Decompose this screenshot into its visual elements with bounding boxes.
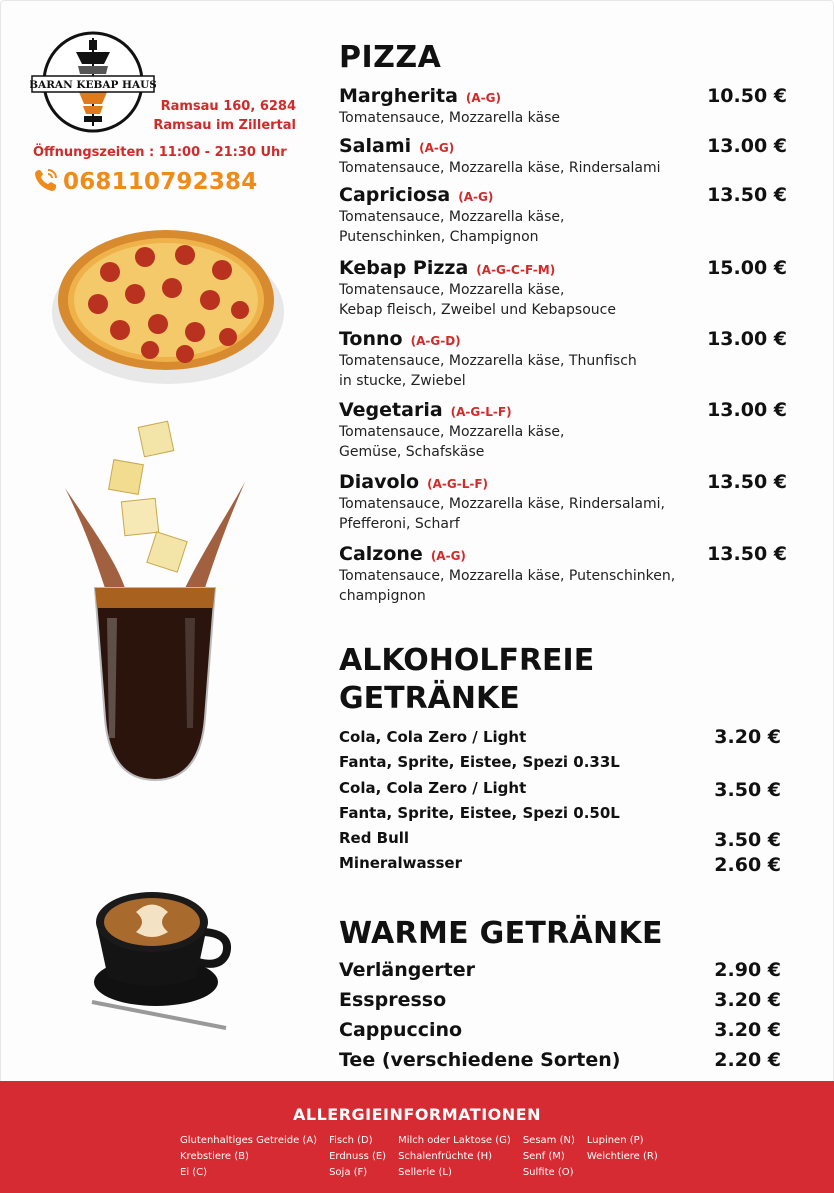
- allergy-title: ALLERGIEINFORMATIONEN: [293, 1105, 541, 1124]
- item-allergens: (A-G): [465, 91, 501, 105]
- drink-price: 3.20 €: [714, 726, 781, 748]
- item-name: Calzone: [339, 543, 423, 565]
- coffee-cup-image: [86, 882, 236, 1032]
- item-price: 15.00 €: [707, 257, 787, 279]
- item-description: Tomatensauce, Mozzarella käse,: [339, 282, 565, 298]
- allergen-grid: [180, 1133, 658, 1181]
- allergen-entry: Glutenhaltiges Getreide (A): [180, 1135, 318, 1146]
- item-description: Tomatensauce, Mozzarella käse: [339, 110, 561, 126]
- menu-item: [339, 134, 787, 178]
- soft-drinks-title-line2: GETRÄNKE: [339, 681, 520, 716]
- drink-line2: Fanta, Sprite, Eistee, Spezi 0.50L: [339, 804, 620, 822]
- allergen-entry: Senf (M): [522, 1151, 565, 1162]
- allergen-column: [329, 1133, 386, 1181]
- soft-drinks-title-line1: ALKOHOLFREIE: [339, 643, 595, 678]
- hot-drink-price: 3.20 €: [714, 1019, 781, 1041]
- drink-item: [339, 851, 781, 876]
- allergen-entry: Sesam (N): [522, 1135, 575, 1146]
- menu-item: [339, 256, 787, 320]
- hot-drink-name: Esspresso: [339, 989, 447, 1011]
- menu-item: [339, 183, 787, 247]
- hot-drink-name: Cappuccino: [339, 1019, 463, 1041]
- item-description: Tomatensauce, Mozzarella käse, Rindersalami: [339, 160, 661, 176]
- item-description: Tomatensauce, Mozzarella käse,: [339, 209, 565, 225]
- allergen-entry: Sulfite (O): [522, 1167, 574, 1178]
- hot-drink-price: 2.90 €: [714, 959, 781, 981]
- item-name: Tonno: [339, 328, 403, 350]
- allergen-entry: Milch oder Laktose (G): [398, 1135, 511, 1146]
- item-allergens: (A-G-L-F): [427, 477, 489, 491]
- soft-drinks-section-title: [339, 642, 594, 718]
- allergen-entry: Ei (C): [180, 1167, 208, 1178]
- hot-drink-item: [339, 986, 781, 1014]
- pizza-image: [50, 222, 286, 388]
- item-description-line2: in stucke, Zwiebel: [339, 373, 466, 389]
- item-name: Margherita: [339, 85, 458, 107]
- hot-drink-item: [339, 1016, 781, 1044]
- allergen-entry: Erdnuss (E): [329, 1151, 387, 1162]
- hot-drink-price: 2.20 €: [714, 1049, 781, 1071]
- pizza-section-title: PIZZA: [339, 40, 442, 75]
- drink-price: 3.50 €: [714, 829, 781, 851]
- allergen-entry: Soja (F): [329, 1167, 368, 1178]
- allergen-entry: Fisch (D): [329, 1135, 373, 1146]
- item-allergens: (A-G-C-F-M): [476, 263, 556, 277]
- address: [146, 97, 296, 135]
- phone-number: 068110792384: [63, 169, 258, 195]
- hot-drink-item: [339, 956, 781, 984]
- cola-glass-image: [45, 418, 275, 790]
- allergen-column: [180, 1133, 317, 1181]
- item-name: Kebap Pizza: [339, 257, 469, 279]
- hot-drinks-section-title: WARME GETRÄNKE: [339, 916, 663, 951]
- item-description-line2: Putenschinken, Champignon: [339, 229, 539, 245]
- item-allergens: (A-G): [419, 141, 455, 155]
- drink-price: 3.50 €: [714, 779, 781, 801]
- item-price: 13.00 €: [707, 399, 787, 421]
- opening-hours: Öffnungszeiten : 11:00 - 21:30 Uhr: [33, 145, 287, 160]
- item-allergens: (A-G): [430, 549, 466, 563]
- drink-item: [339, 826, 781, 851]
- hot-drink-item: [339, 1046, 781, 1074]
- item-price: 13.00 €: [707, 328, 787, 350]
- address-line2: Ramsau im Zillertal: [153, 118, 296, 133]
- drink-price: 2.60 €: [714, 854, 781, 876]
- allergen-entry: Krebstiere (B): [180, 1151, 249, 1162]
- menu-item: [339, 542, 787, 606]
- allergen-column: [523, 1133, 575, 1181]
- item-name: Vegetaria: [339, 399, 443, 421]
- allergen-column: [398, 1133, 511, 1181]
- menu-item: [339, 398, 787, 462]
- allergen-entry: Schalenfrüchte (H): [398, 1151, 493, 1162]
- item-allergens: (A-G-L-F): [450, 405, 512, 419]
- hot-drink-name: Verlängerter: [339, 959, 475, 981]
- phone-icon: [33, 167, 59, 197]
- item-price: 13.50 €: [707, 471, 787, 493]
- item-description-line2: Pfefferoni, Scharf: [339, 516, 460, 532]
- item-description: Tomatensauce, Mozzarella käse, Thunfisch: [339, 353, 637, 369]
- menu-item: [339, 84, 787, 128]
- item-name: Diavolo: [339, 471, 420, 493]
- menu-item: [339, 327, 787, 391]
- drink-line1: Red Bull: [339, 829, 410, 847]
- item-price: 13.50 €: [707, 543, 787, 565]
- item-description: Tomatensauce, Mozzarella käse,: [339, 424, 565, 440]
- item-description: Tomatensauce, Mozzarella käse, Putenschinken,: [339, 568, 676, 584]
- drink-item: [339, 725, 781, 775]
- hot-drink-price: 3.20 €: [714, 989, 781, 1011]
- item-description-line2: champignon: [339, 588, 426, 604]
- phone-block: [33, 167, 257, 197]
- hot-drink-name: Tee (verschiedene Sorten): [339, 1049, 621, 1071]
- menu-item: [339, 470, 787, 534]
- item-allergens: (A-G-D): [410, 334, 461, 348]
- allergen-entry: Lupinen (P): [586, 1135, 644, 1146]
- address-line1: Ramsau 160, 6284: [160, 99, 296, 114]
- drink-line2: Fanta, Sprite, Eistee, Spezi 0.33L: [339, 753, 620, 771]
- item-price: 13.50 €: [707, 184, 787, 206]
- logo-text: BARAN KEBAP HAUS: [30, 79, 156, 91]
- allergen-entry: Weichtiere (R): [586, 1151, 658, 1162]
- item-price: 10.50 €: [707, 85, 787, 107]
- item-name: Salami: [339, 135, 412, 157]
- allergen-entry: Sellerie (L): [398, 1167, 452, 1178]
- item-price: 13.00 €: [707, 135, 787, 157]
- drink-line1: Cola, Cola Zero / Light: [339, 728, 527, 746]
- drink-item: [339, 776, 781, 826]
- item-description: Tomatensauce, Mozzarella käse, Rindersalami,: [339, 496, 665, 512]
- drink-line1: Cola, Cola Zero / Light: [339, 779, 527, 797]
- restaurant-logo: [30, 30, 156, 134]
- item-description-line2: Kebap fleisch, Zweibel und Kebapsouce: [339, 302, 616, 318]
- item-name: Capriciosa: [339, 184, 451, 206]
- drink-line1: Mineralwasser: [339, 854, 462, 872]
- allergy-footer: [0, 1081, 834, 1193]
- item-allergens: (A-G): [458, 190, 494, 204]
- item-description-line2: Gemüse, Schafskäse: [339, 444, 485, 460]
- allergen-column: [587, 1133, 658, 1181]
